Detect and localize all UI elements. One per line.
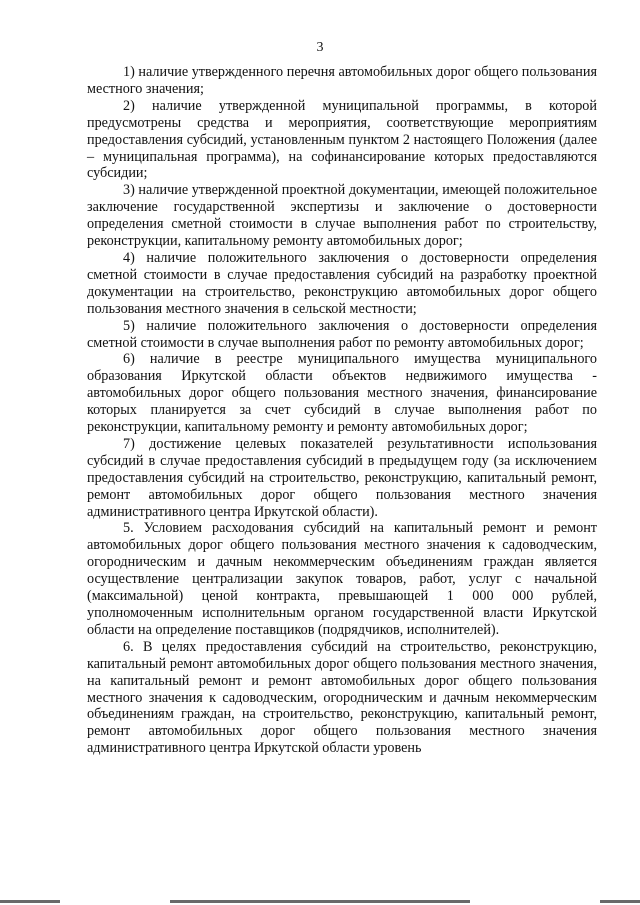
paragraph-item-4: 4) наличие положительного заключения о достоверности определения сметной стоимости в случае предоставления субсидий на разработку проектной документации на строительство, реконструкцию автомобильных дорог общего пользования местного значения в сельской местности; xyxy=(87,249,597,317)
scan-edge-left xyxy=(0,900,60,903)
paragraph-item-2: 2) наличие утвержденной муниципальной программы, в которой предусмотрены средства и мероприятия, соответствующие мероприятиям предоставления субсидий, установленным пунктом 2 настоящего Положения (далее – муниципальная программа), на софинансирование которых предоставляются субсидии; xyxy=(87,97,597,182)
paragraph-item-6: 6) наличие в реестре муниципального имущества муниципального образования Иркутской области объектов недвижимого имущества - автомобильных дорог общего пользования местного значения, финансирование которых планируется за счет субсидий в случае выполнения работ по реконструкции, капитальному ремонту и ремонту автомобильных дорог; xyxy=(87,351,597,436)
paragraph-item-7: 7) достижение целевых показателей результативности использования субсидий в случае предоставления субсидий в предыдущем году (за исключением предоставления субсидий на строительство, реконструкцию, капитальный ремонт, ремонт автомобильных дорог общего пользования местного значения административного центра Иркутской области). xyxy=(87,435,597,520)
scan-edge-center xyxy=(170,900,470,903)
page-number: 3 xyxy=(316,40,324,55)
paragraph-item-1: 1) наличие утвержденного перечня автомобильных дорог общего пользования местного значения; xyxy=(87,64,597,97)
paragraph-item-5: 5) наличие положительного заключения о достоверности определения сметной стоимости в случае выполнения работ по ремонту автомобильных дорог; xyxy=(87,317,597,351)
paragraph-item-3: 3) наличие утвержденной проектной документации, имеющей положительное заключение государственной экспертизы и заключение о достоверности определения сметной стоимости в случае выполнения работ по строительству, реконструкции, капитальному ремонту автомобильных дорог; xyxy=(87,182,597,250)
paragraph-clause-6: 6. В целях предоставления субсидий на строительство, реконструкцию, капитальный ремонт автомобильных дорог общего пользования местного значения, на капитальный ремонт и ремонт автомобильных дорог общего пользования местного значения к садоводческим, огородническим и дачным некоммерческим объединениям граждан, на строительство, реконструкцию, капитальный ремонт, ремонт автомобильных дорог общего пользования местного значения административного центра Иркутской области уровень xyxy=(87,638,597,757)
scan-edge-right xyxy=(600,900,640,903)
document-body xyxy=(87,64,597,757)
paragraph-clause-5: 5. Условием расходования субсидий на капитальный ремонт и ремонт автомобильных дорог общего пользования местного значения к садоводческим, огородническим и дачным некоммерческим объединениям граждан является осуществление централизации закупок товаров, работ, услуг с начальной (максимальной) ценой контракта, превышающей 1 000 000 рублей, уполномоченным исполнительным органом государственной власти Иркутской области на определение поставщиков (подрядчиков, исполнителей). xyxy=(87,520,597,638)
